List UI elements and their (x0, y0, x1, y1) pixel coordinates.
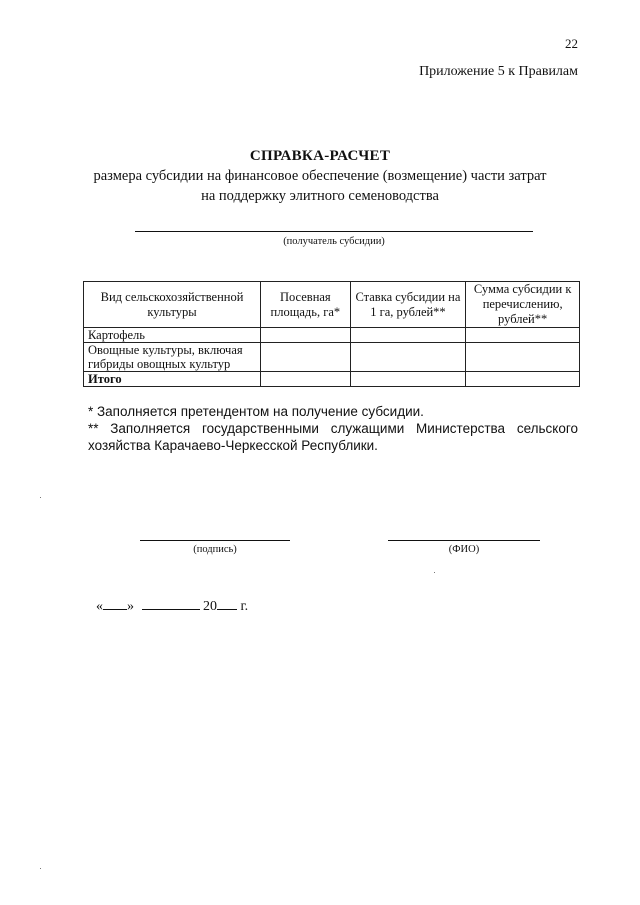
cell-total-area (261, 372, 351, 387)
table-row (84, 343, 580, 372)
cell-total-sum (466, 372, 580, 387)
recipient-fill-line (135, 231, 533, 232)
cell-vegetables-rate (350, 343, 466, 372)
document-subtitle-line-2: на поддержку элитного семеноводства (201, 188, 439, 204)
date-year-suffix: г. (240, 599, 249, 614)
column-header-sum: Сумма субсидии к перечислению, рублей** (466, 282, 580, 328)
subsidy-calculation-table (83, 281, 580, 387)
signature-fill-line (140, 540, 290, 541)
table-row (84, 328, 580, 343)
document-title: СПРАВКА-РАСЧЕТ (249, 148, 391, 164)
footnote-applicant: * Заполняется претендентом на получение субсидии. (88, 404, 424, 419)
scan-speck (434, 572, 435, 573)
table-row (84, 372, 580, 387)
cell-vegetables-sum (466, 343, 580, 372)
cell-potato-area (261, 328, 351, 343)
scan-speck (40, 868, 41, 869)
document-subtitle-line-1: размера субсидии на финансовое обеспечение (возмещение) части затрат (93, 168, 547, 184)
row-label-total: Итого (84, 372, 261, 387)
row-label-vegetables: Овощные культуры, включая гибриды овощных культур (84, 343, 261, 372)
full-name-caption: (ФИО) (448, 544, 480, 555)
appendix-reference: Приложение 5 к Правилам (419, 64, 578, 79)
cell-total-rate (350, 372, 466, 387)
full-name-fill-line (388, 540, 540, 541)
document-heading (60, 148, 580, 205)
recipient-caption: (получатель субсидии) (283, 236, 385, 247)
page-number: 22 (565, 36, 578, 51)
date-month-blank (142, 597, 200, 610)
footnotes (88, 403, 578, 454)
table-header-row (84, 282, 580, 328)
signature-caption: (подпись) (193, 544, 237, 555)
scan-speck (40, 497, 41, 498)
date-century: 20 (203, 599, 217, 614)
row-label-potato: Картофель (84, 328, 261, 343)
date-open-quote: « (96, 599, 103, 614)
date-close-quote: » (127, 599, 134, 614)
column-header-rate: Ставка субсидии на 1 га, рублей** (350, 282, 466, 328)
date-line (96, 597, 248, 615)
column-header-area: Посевная площадь, га* (261, 282, 351, 328)
footnote-officials: ** Заполняется государственными служащими Министерства сельского хозяйства Карачаево-Черкесской Республики. (88, 421, 578, 453)
date-year-blank (217, 597, 237, 610)
date-day-blank (103, 597, 127, 610)
cell-potato-rate (350, 328, 466, 343)
cell-potato-sum (466, 328, 580, 343)
cell-vegetables-area (261, 343, 351, 372)
column-header-crop: Вид сельскохозяйственной культуры (84, 282, 261, 328)
